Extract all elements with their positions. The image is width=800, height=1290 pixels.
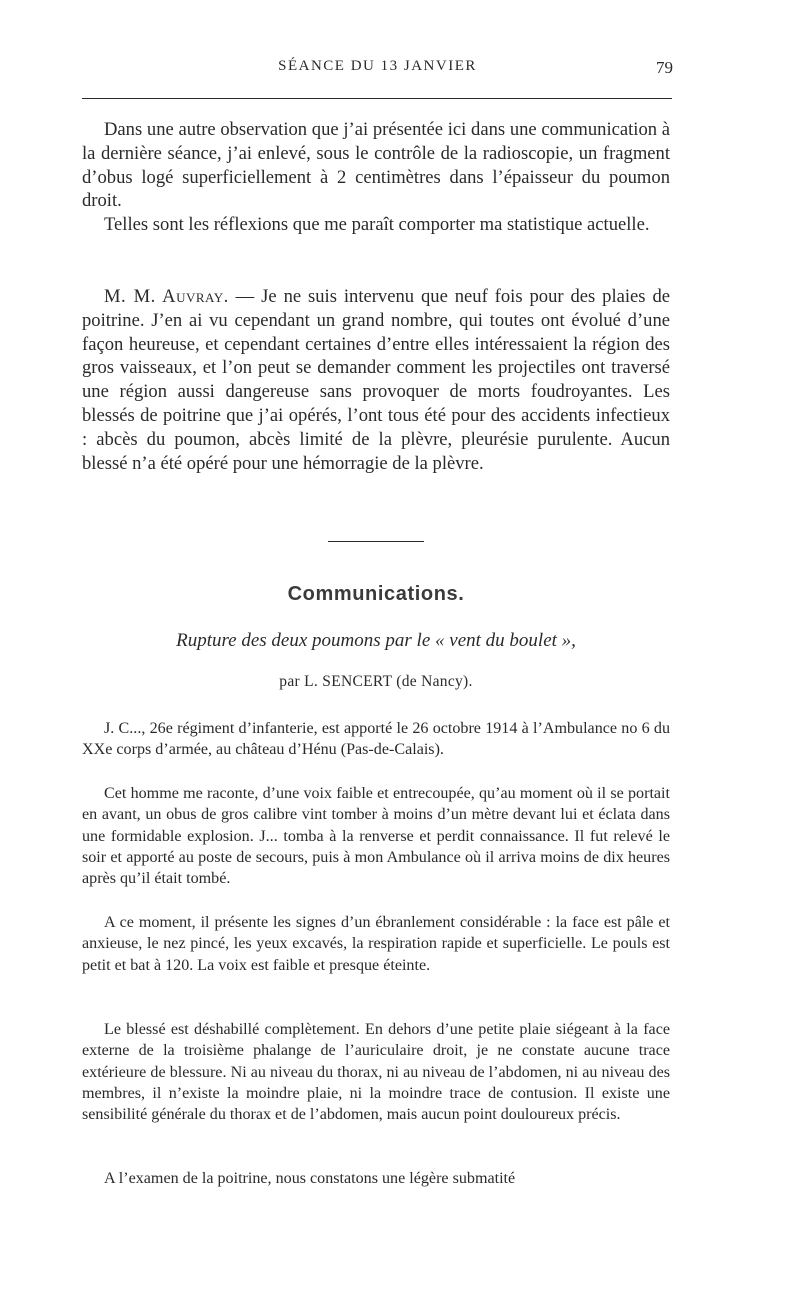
running-header [80,58,675,82]
article-byline: par L. SENCERT (de Nancy). [279,673,473,690]
page-number: 79 [656,58,673,77]
article-paragraph-2: Cet homme me raconte, d’une voix faible et entrecoupée, qu’au moment où il se portait en avant, un obus de gros calibre vint tomber à moins d’un mètre devant lui et éclata dans une formidable explosion. J... tomba à la renverse et perdit connaissance. Il fut relevé le soir et apporté au poste de secours, puis à mon Ambulance où il arriva moins de dix heures après qu’il était tombé. [82,785,670,888]
intervention-text: — Je ne suis intervenu que neuf fois pour des plaies de poitrine. J’en ai vu cependant un grand nombre, qui toutes ont évolué d’une façon heureuse, et cependant certaines d’entre elles intéressaient la région des gros vaisseaux, et l’on peut se demander comment les projectiles ont traversé une région aussi dangereuse sans provoquer de morts foudroyantes. Les blessés de poitrine que j’ai opérés, l’ont tous été pour des accidents infectieux : abcès du poumon, abcès limité de la plèvre, pleurésie purulente. Aucun blessé n’a été opéré pour une hémorragie de la plèvre. [82,286,670,474]
header-rule [82,98,672,99]
running-title: SÉANCE DU 13 JANVIER [278,58,477,74]
intervention-paragraph [82,285,670,475]
section-separator [328,541,424,542]
section-heading: Communications. [287,583,465,605]
article-paragraph-1: J. C..., 26e régiment d’infanterie, est apporté le 26 octobre 1914 à l’Ambulance no 6 du XXe corps d’armée, au château d’Hénu (Pas-de-Calais). [82,720,670,759]
article-paragraph-5: A l’examen de la poitrine, nous constatons une légère submatité [104,1170,516,1187]
body-paragraph-2: Telles sont les réflexions que me paraît comporter ma statistique actuelle. [104,214,650,235]
article-paragraph-3: A ce moment, il présente les signes d’un ébranlement considérable : la face est pâle et anxieuse, le nez pincé, les yeux excavés, la respiration rapide et superficielle. Le pouls est petit et bat à 120. La voix est faible et presque éteinte. [82,914,670,974]
article-paragraph-4: Le blessé est déshabillé complètement. En dehors d’une petite plaie siégeant à la face externe de la troisième phalange de l’auriculaire droit, je ne constate aucune trace extérieure de blessure. Ni au niveau du thorax, ni au niveau de l’abdomen, ni au niveau des membres, il n’existe la moindre plaie, ni la moindre trace de contusion. Il existe une sensibilité générale du thorax et de l’abdomen, mais aucun point douloureux précis. [82,1021,670,1124]
speaker-name: M. M. Auvray. [104,286,229,307]
article-title: Rupture des deux poumons par le « vent du boulet », [176,630,576,651]
body-paragraph-1: Dans une autre observation que j’ai présentée ici dans une communication à la dernière séance, j’ai enlevé, sous le contrôle de la radioscopie, un fragment d’obus logé superficiellement à 2 centimètres dans l’épaisseur du poumon droit. [82,119,670,212]
